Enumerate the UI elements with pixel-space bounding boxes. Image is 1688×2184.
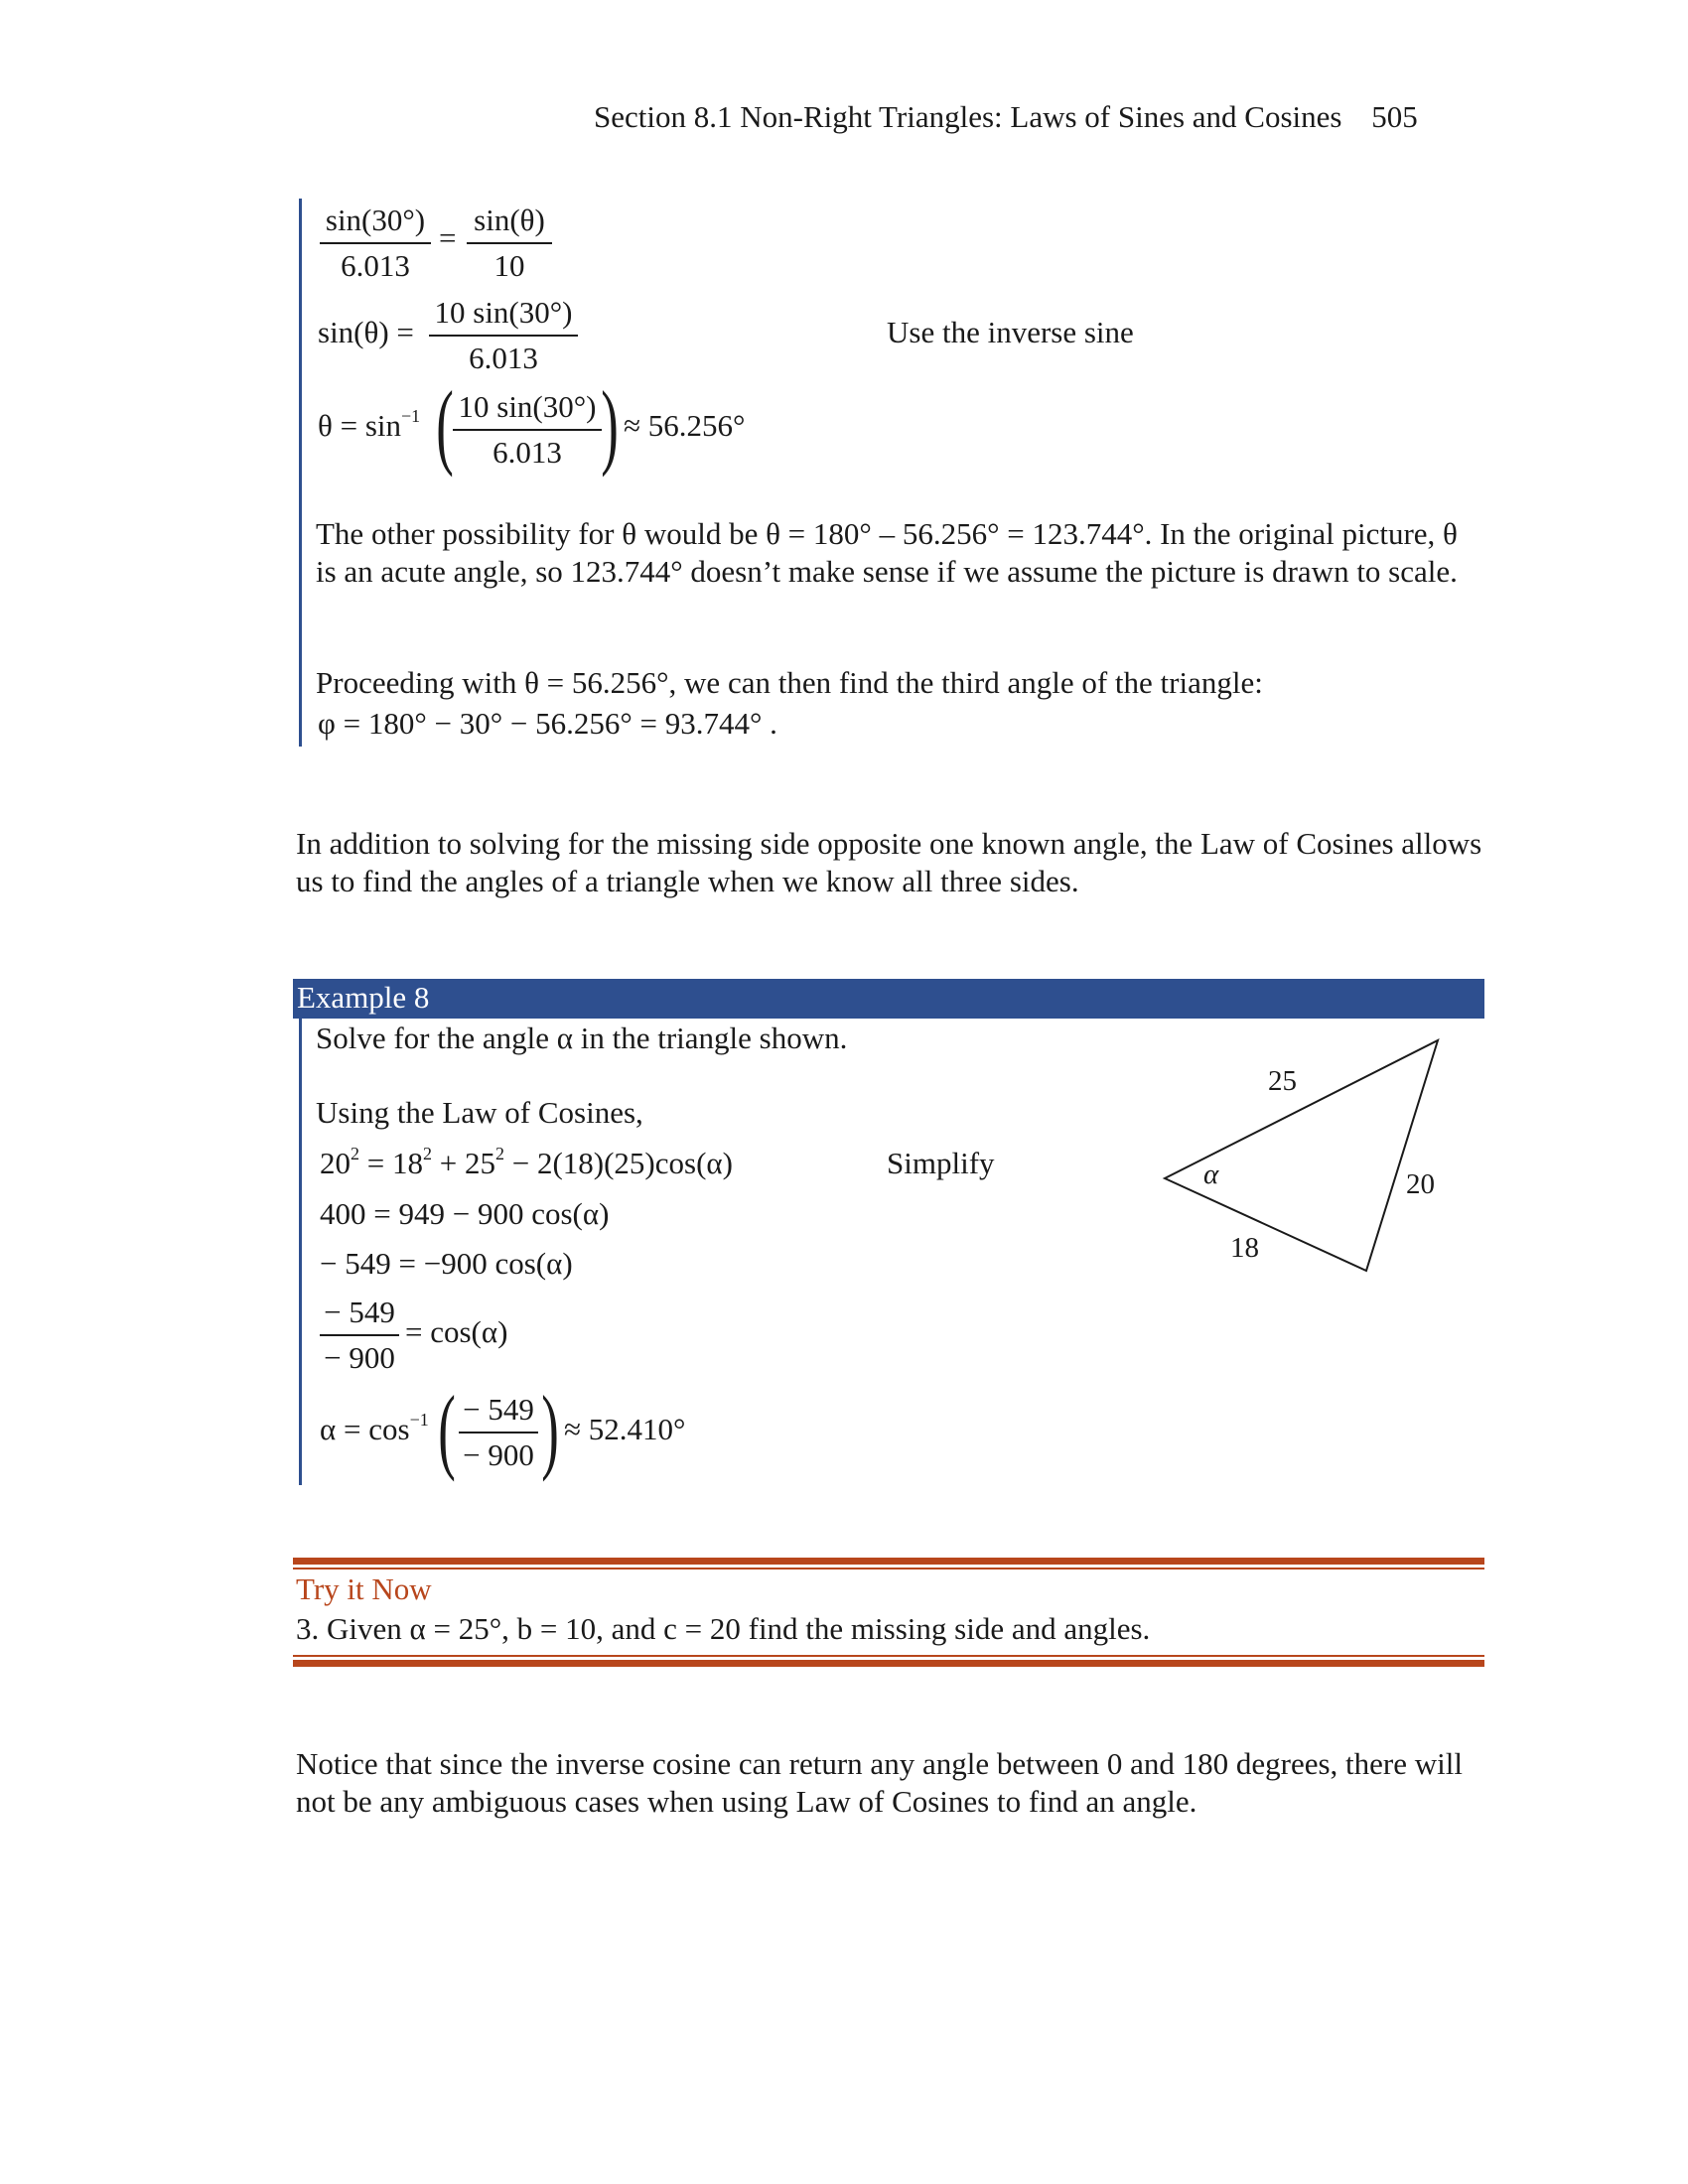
cosine-step-5-left-paren: ( [438, 1376, 456, 1482]
cosine-law-equation: $20^2 = 18^2 + 25^2 - 2(18)(25)\cos(\alpha)$ [320, 1144, 733, 1180]
closing-paragraph: Notice that since the inverse cosine can return any angle between 0 and 180 degrees, there will not be any ambiguous cases when using Law of Cosines to find an angle. [296, 1746, 1463, 1819]
cosine-step-3: − 549 = −900 cos(α) [320, 1246, 573, 1281]
triangle-shape [1165, 1040, 1438, 1271]
page-number: 505 [1371, 99, 1418, 134]
try-item: 3. Given α = 25°, b = 10, and c = 20 find the missing side and angles. [296, 1611, 1151, 1646]
example-using-text: Using the Law of Cosines, [316, 1095, 643, 1130]
eq2-note: Use the inverse sine [887, 315, 1134, 349]
eq3-left-paren: ( [436, 371, 454, 478]
eq2-fraction: 10 sin(30°) 6.013 [429, 291, 578, 380]
side-label-20: 20 [1406, 1168, 1435, 1200]
third-angle-equation: φ = 180° − 30° − 56.256° = 93.744° . [318, 706, 777, 741]
eq3-fraction: 10 sin(30°) 6.013 [453, 385, 602, 475]
ambiguity-paragraph: The other possibility for θ would be θ = 180° – 56.256° = 123.744°. In the original picture, θ is an acute angle, so 123.744° doesn’t make sense if we assume the picture is drawn to scale. [316, 516, 1458, 589]
eq1-equals: = [439, 220, 457, 255]
cosine-step-4-fraction: − 549 − 900 [320, 1291, 399, 1380]
example-title: Example 8 [297, 980, 430, 1015]
try-bottom-rule-thin [293, 1655, 1484, 1657]
example-prompt: Solve for the angle α in the triangle shown. [316, 1021, 848, 1055]
cosine-step-5-left: $\alpha = \cos^{-1}$ [320, 1410, 429, 1446]
try-bottom-rule-thick [293, 1660, 1484, 1667]
cosine-step-4-right: = cos(α) [405, 1314, 508, 1349]
cosine-step-2: 400 = 949 − 900 cos(α) [320, 1196, 610, 1231]
eq1-left-fraction: sin(30°) 6.013 [320, 199, 431, 288]
side-label-18: 18 [1230, 1232, 1259, 1264]
triangle-diagram [1142, 1023, 1470, 1300]
try-top-rule-thick [293, 1558, 1484, 1565]
example-left-rule [299, 1019, 302, 1485]
side-label-25: 25 [1268, 1065, 1297, 1097]
eq3-left: $\theta = \sin^{-1}$ [318, 406, 421, 443]
example-header-bar [293, 979, 1484, 1019]
angle-label-alpha: α [1203, 1159, 1219, 1190]
simplify-note: Simplify [887, 1146, 995, 1180]
section-title: Section 8.1 Non-Right Triangles: Laws of Sines and Cosines [594, 99, 1342, 134]
cosine-step-5-fraction: − 549 − 900 [459, 1388, 538, 1477]
try-top-rule-thin [293, 1568, 1484, 1570]
eq3-result: ≈ 56.256° [624, 408, 746, 443]
eq3-right-paren: ) [601, 371, 619, 478]
eq1-right-fraction: sin(θ) 10 [467, 199, 552, 288]
running-header [594, 99, 1418, 135]
try-title: Try it Now [296, 1571, 432, 1606]
eq3-superscript: −1 [401, 406, 421, 426]
proceeding-line: Proceeding with θ = 56.256°, we can then find the third angle of the triangle: [316, 665, 1263, 700]
cosine-step-5-result: ≈ 52.410° [564, 1412, 686, 1446]
cosine-step-5-right-paren: ) [541, 1376, 559, 1482]
solution-left-rule [299, 199, 302, 747]
eq2-left: sin(θ) = [318, 315, 414, 349]
law-of-cosines-intro: In addition to solving for the missing side opposite one known angle, the Law of Cosines allows us to find the angles of a triangle when we know all three sides. [296, 826, 1482, 898]
